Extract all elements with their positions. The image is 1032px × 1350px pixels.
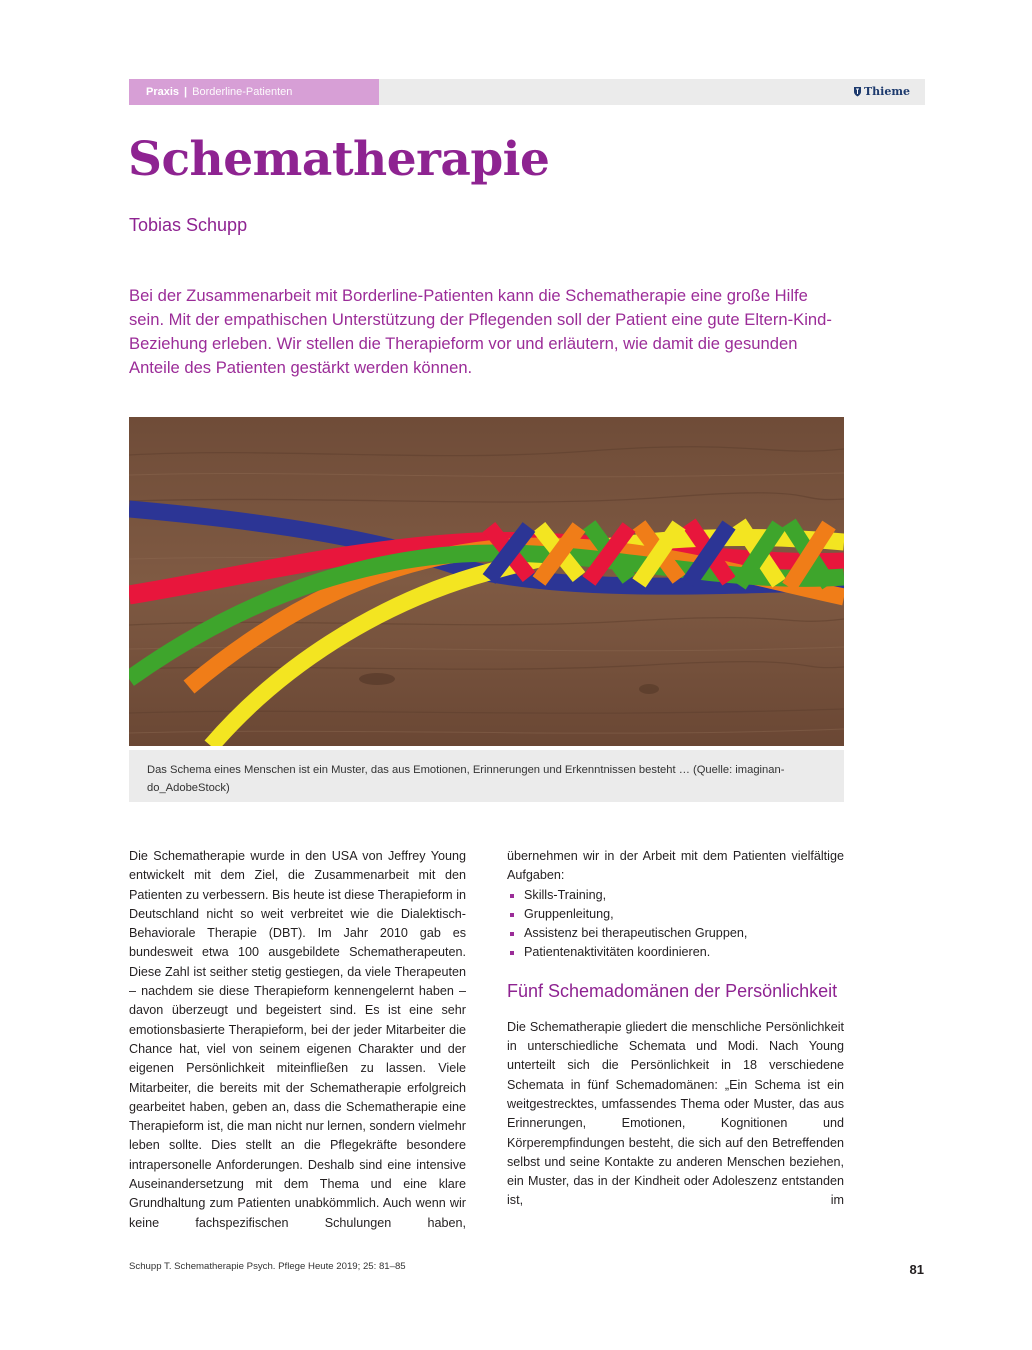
body-paragraph-intro: übernehmen wir in der Arbeit mit dem Patienten vielfältige Aufgaben: xyxy=(507,849,844,883)
task-list xyxy=(507,886,844,963)
braided-ribbons-image xyxy=(129,417,844,746)
topic-label: Borderline-Patienten xyxy=(192,86,293,98)
list-item: Skills-Training, xyxy=(507,886,844,905)
body-column-left xyxy=(129,847,466,1233)
article-figure xyxy=(129,417,844,746)
section-label: Praxis xyxy=(146,86,180,98)
article-title: Schematherapie xyxy=(128,132,550,187)
list-item: Gruppenleitung, xyxy=(507,905,844,924)
publisher-logo xyxy=(853,79,910,105)
body-paragraph: Die Schematherapie gliedert die menschliche Persönlichkeit in unterschiedliche Schemata und Modi. Nach Young unterteilt sich die Persönlichkeit in 18 verschiedene Schemata in fünf Schemadomänen: „Ein Schema ist ein weitgestrecktes, umfassendes Thema oder Muster, das aus Erinnerungen, Emotionen, Kognitionen und Körperempfindungen besteht, die sich auf den Betreffenden selbst und seine Kontakte zu anderen Menschen beziehen, ein Muster, das in der Kindheit oder Adoleszenz entstanden ist, im xyxy=(507,1019,844,1208)
list-item: Assistenz bei therapeutischen Gruppen, xyxy=(507,924,844,943)
article-abstract: Bei der Zusammenarbeit mit Borderline-Patienten kann die Schematherapie eine große Hilfe sein. Mit der empathischen Unterstützung der Pflegenden soll der Patient eine gute Eltern-Kind-Beziehung erleben. Wir stellen die Therapieform vor und erläutern, wie damit die gesunden Anteile des Patienten gestärkt werden können. xyxy=(129,286,832,377)
header-bar xyxy=(129,79,925,105)
header-separator: | xyxy=(184,86,188,98)
thieme-crest-icon xyxy=(853,86,862,97)
publisher-name: Thieme xyxy=(864,85,910,98)
section-tab xyxy=(129,79,379,105)
body-column-right xyxy=(507,847,844,1211)
citation-footer: Schupp T. Schematherapie Psych. Pflege Heute 2019; 25: 81–85 xyxy=(129,1261,406,1272)
figure-caption: Das Schema eines Menschen ist ein Muster, das aus Emotionen, Erinnerungen und Erkenntnissen besteht … (Quelle: imaginan-do_AdobeStock) xyxy=(129,750,844,802)
list-item: Patientenaktivitäten koordinieren. xyxy=(507,943,844,962)
body-paragraph: Die Schematherapie wurde in den USA von Jeffrey Young entwickelt mit dem Ziel, die Zusammenarbeit mit den Patienten zu verbessern. Bis heute ist diese Therapieform in Deutschland nicht so weit verbreitet wie die Dialektisch-Behaviorale Therapie (DBT). Im Jahr 2010 gab es bundesweit etwa 100 ausgebildete Schematherapeuten. Diese Zahl ist seither stetig gestiegen, da viele Therapeuten – nachdem sie diese Therapieform kennengelernt haben – davon überzeugt und begeistert sind. Es ist eine sehr emotionsbasierte Therapieform, bei der jeder Mitarbeiter die Chance hat, viel von seinem eigenen Charakter und der eigenen Persönlichkeit miteinfließen zu lassen. Viele Mitarbeiter, die bereits mit der Schematherapie erfolgreich gearbeitet haben, geben an, dass die Schematherapie eine Therapieform ist, die man nicht nur lernen, sondern vielmehr leben sollte. Dies stellt an die Pflegekräfte besondere intrapersonelle Anforderungen. Deshalb sind eine intensive Auseinandersetzung mit dem Thema und eine klare Grundhaltung zum Patienten unabkömmlich. Auch wenn wir keine fachspezifischen Schulungen haben, xyxy=(129,849,466,1230)
section-heading: Fünf Schemadomänen der Persönlichkeit xyxy=(507,980,838,1001)
article-author: Tobias Schupp xyxy=(129,215,248,235)
page-number: 81 xyxy=(909,1262,924,1277)
